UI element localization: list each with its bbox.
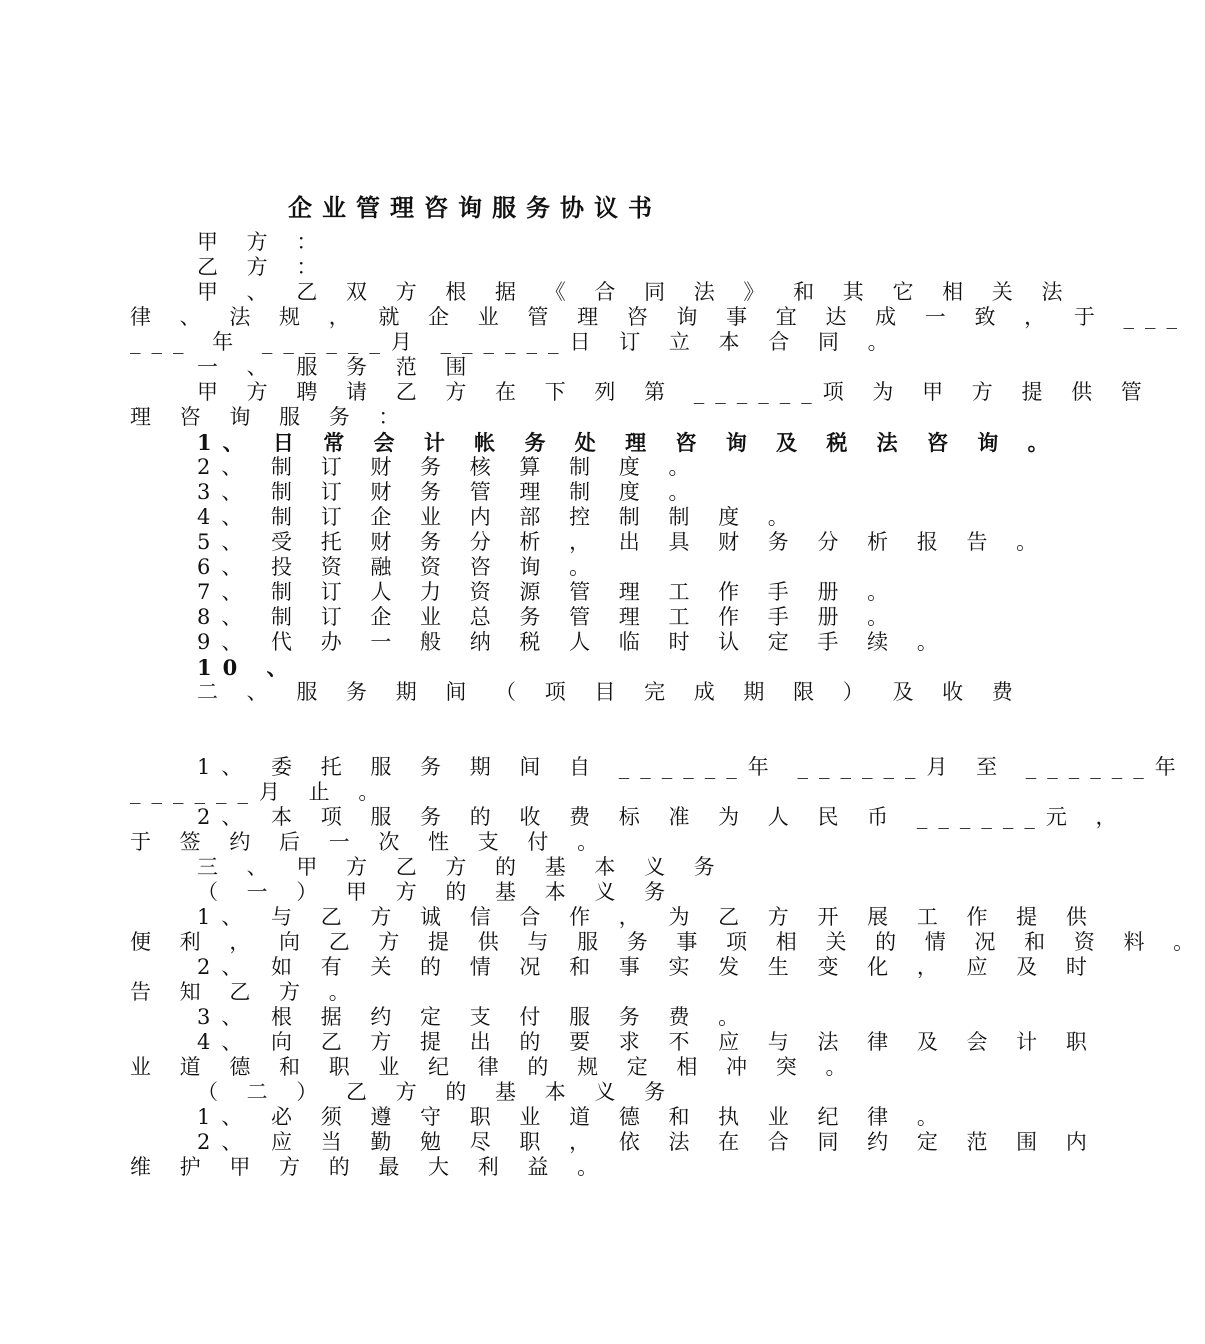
paragraph-line: 2、 如 有 关 的 情 况 和 事 实 发 生 变 化 ， 应 及 时 xyxy=(197,955,1098,979)
paragraph-line: 2、 应 当 勤 勉 尽 职 ， 依 法 在 合 同 约 定 范 围 内 xyxy=(197,1130,1098,1154)
paragraph-line: 于 签 约 后 一 次 性 支 付 。 xyxy=(130,830,610,854)
paragraph-line: 2、 本 项 服 务 的 收 费 标 准 为 人 民 币 ______元 ， xyxy=(197,805,1128,829)
list-item: 7、 制 订 人 力 资 源 管 理 工 作 手 册 。 xyxy=(197,580,900,604)
party-a-line: 甲 方 ： xyxy=(197,230,329,254)
list-item: 2、 制 订 财 务 核 算 制 度 。 xyxy=(197,455,701,479)
paragraph-line: ___ 年 ______月 ______日 订 立 本 合 同 。 xyxy=(130,330,900,354)
paragraph-line: 1、 与 乙 方 诚 信 合 作 ， 为 乙 方 开 展 工 作 提 供 xyxy=(197,905,1098,929)
paragraph-line: 便 利 ， 向 乙 方 提 供 与 服 务 事 项 相 关 的 情 况 和 资 料 。 xyxy=(130,930,1205,954)
paragraph-line: 理 咨 询 服 务 ： xyxy=(130,405,411,429)
list-item: 3、 制 订 财 务 管 理 制 度 。 xyxy=(197,480,701,504)
paragraph-line: 3、 根 据 约 定 支 付 服 务 费 。 xyxy=(197,1005,751,1029)
list-item: 6、 投 资 融 资 咨 询 。 xyxy=(197,555,602,579)
paragraph-line: 1、 必 须 遵 守 职 业 道 德 和 执 业 纪 律 。 xyxy=(197,1105,949,1129)
paragraph-line: 维 护 甲 方 的 最 大 利 益 。 xyxy=(130,1155,610,1179)
list-item: 9、 代 办 一 般 纳 税 人 临 时 认 定 手 续 。 xyxy=(197,630,949,654)
section-heading: 三 、 甲 方 乙 方 的 基 本 义 务 xyxy=(197,855,726,879)
section-heading: 一 、 服 务 范 围 xyxy=(197,355,478,379)
party-b-line: 乙 方 ： xyxy=(197,255,329,279)
paragraph-line: 甲 方 聘 请 乙 方 在 下 列 第 ______项 为 甲 方 提 供 管 xyxy=(197,380,1153,404)
paragraph-line: 律 、 法 规 ， 就 企 业 管 理 咨 询 事 宜 达 成 一 致 ， 于 ___ xyxy=(130,305,1189,329)
list-item: 5、 受 托 财 务 分 析 ， 出 具 财 务 分 析 报 告 。 xyxy=(197,530,1049,554)
document-title: 企业管理咨询服务协议书 xyxy=(288,193,662,222)
paragraph-line: 4、 向 乙 方 提 出 的 要 求 不 应 与 法 律 及 会 计 职 xyxy=(197,1030,1098,1054)
paragraph-line: 1、 委 托 服 务 期 间 自 ______年 ______月 至 ______年 xyxy=(197,755,1187,779)
list-item: 10 、 xyxy=(197,655,299,680)
paragraph-line: 业 道 德 和 职 业 纪 律 的 规 定 相 冲 突 。 xyxy=(130,1055,858,1079)
subsection-heading: （ 一 ） 甲 方 的 基 本 义 务 xyxy=(197,880,677,904)
list-item: 8、 制 订 企 业 总 务 管 理 工 作 手 册 。 xyxy=(197,605,900,629)
list-item: 4、 制 订 企 业 内 部 控 制 制 度 。 xyxy=(197,505,800,529)
list-item: 1、 日 常 会 计 帐 务 处 理 咨 询 及 税 法 咨 询 。 xyxy=(197,430,1060,455)
section-heading: 二 、 服 务 期 间 （ 项 目 完 成 期 限 ） 及 收 费 xyxy=(197,680,1024,704)
paragraph-line: ______月 止 。 xyxy=(130,780,391,804)
paragraph-line: 甲 、 乙 双 方 根 据 《 合 同 法 》 和 其 它 相 关 法 xyxy=(197,280,1074,304)
subsection-heading: （ 二 ） 乙 方 的 基 本 义 务 xyxy=(197,1080,677,1104)
paragraph-line: 告 知 乙 方 。 xyxy=(130,980,361,1004)
